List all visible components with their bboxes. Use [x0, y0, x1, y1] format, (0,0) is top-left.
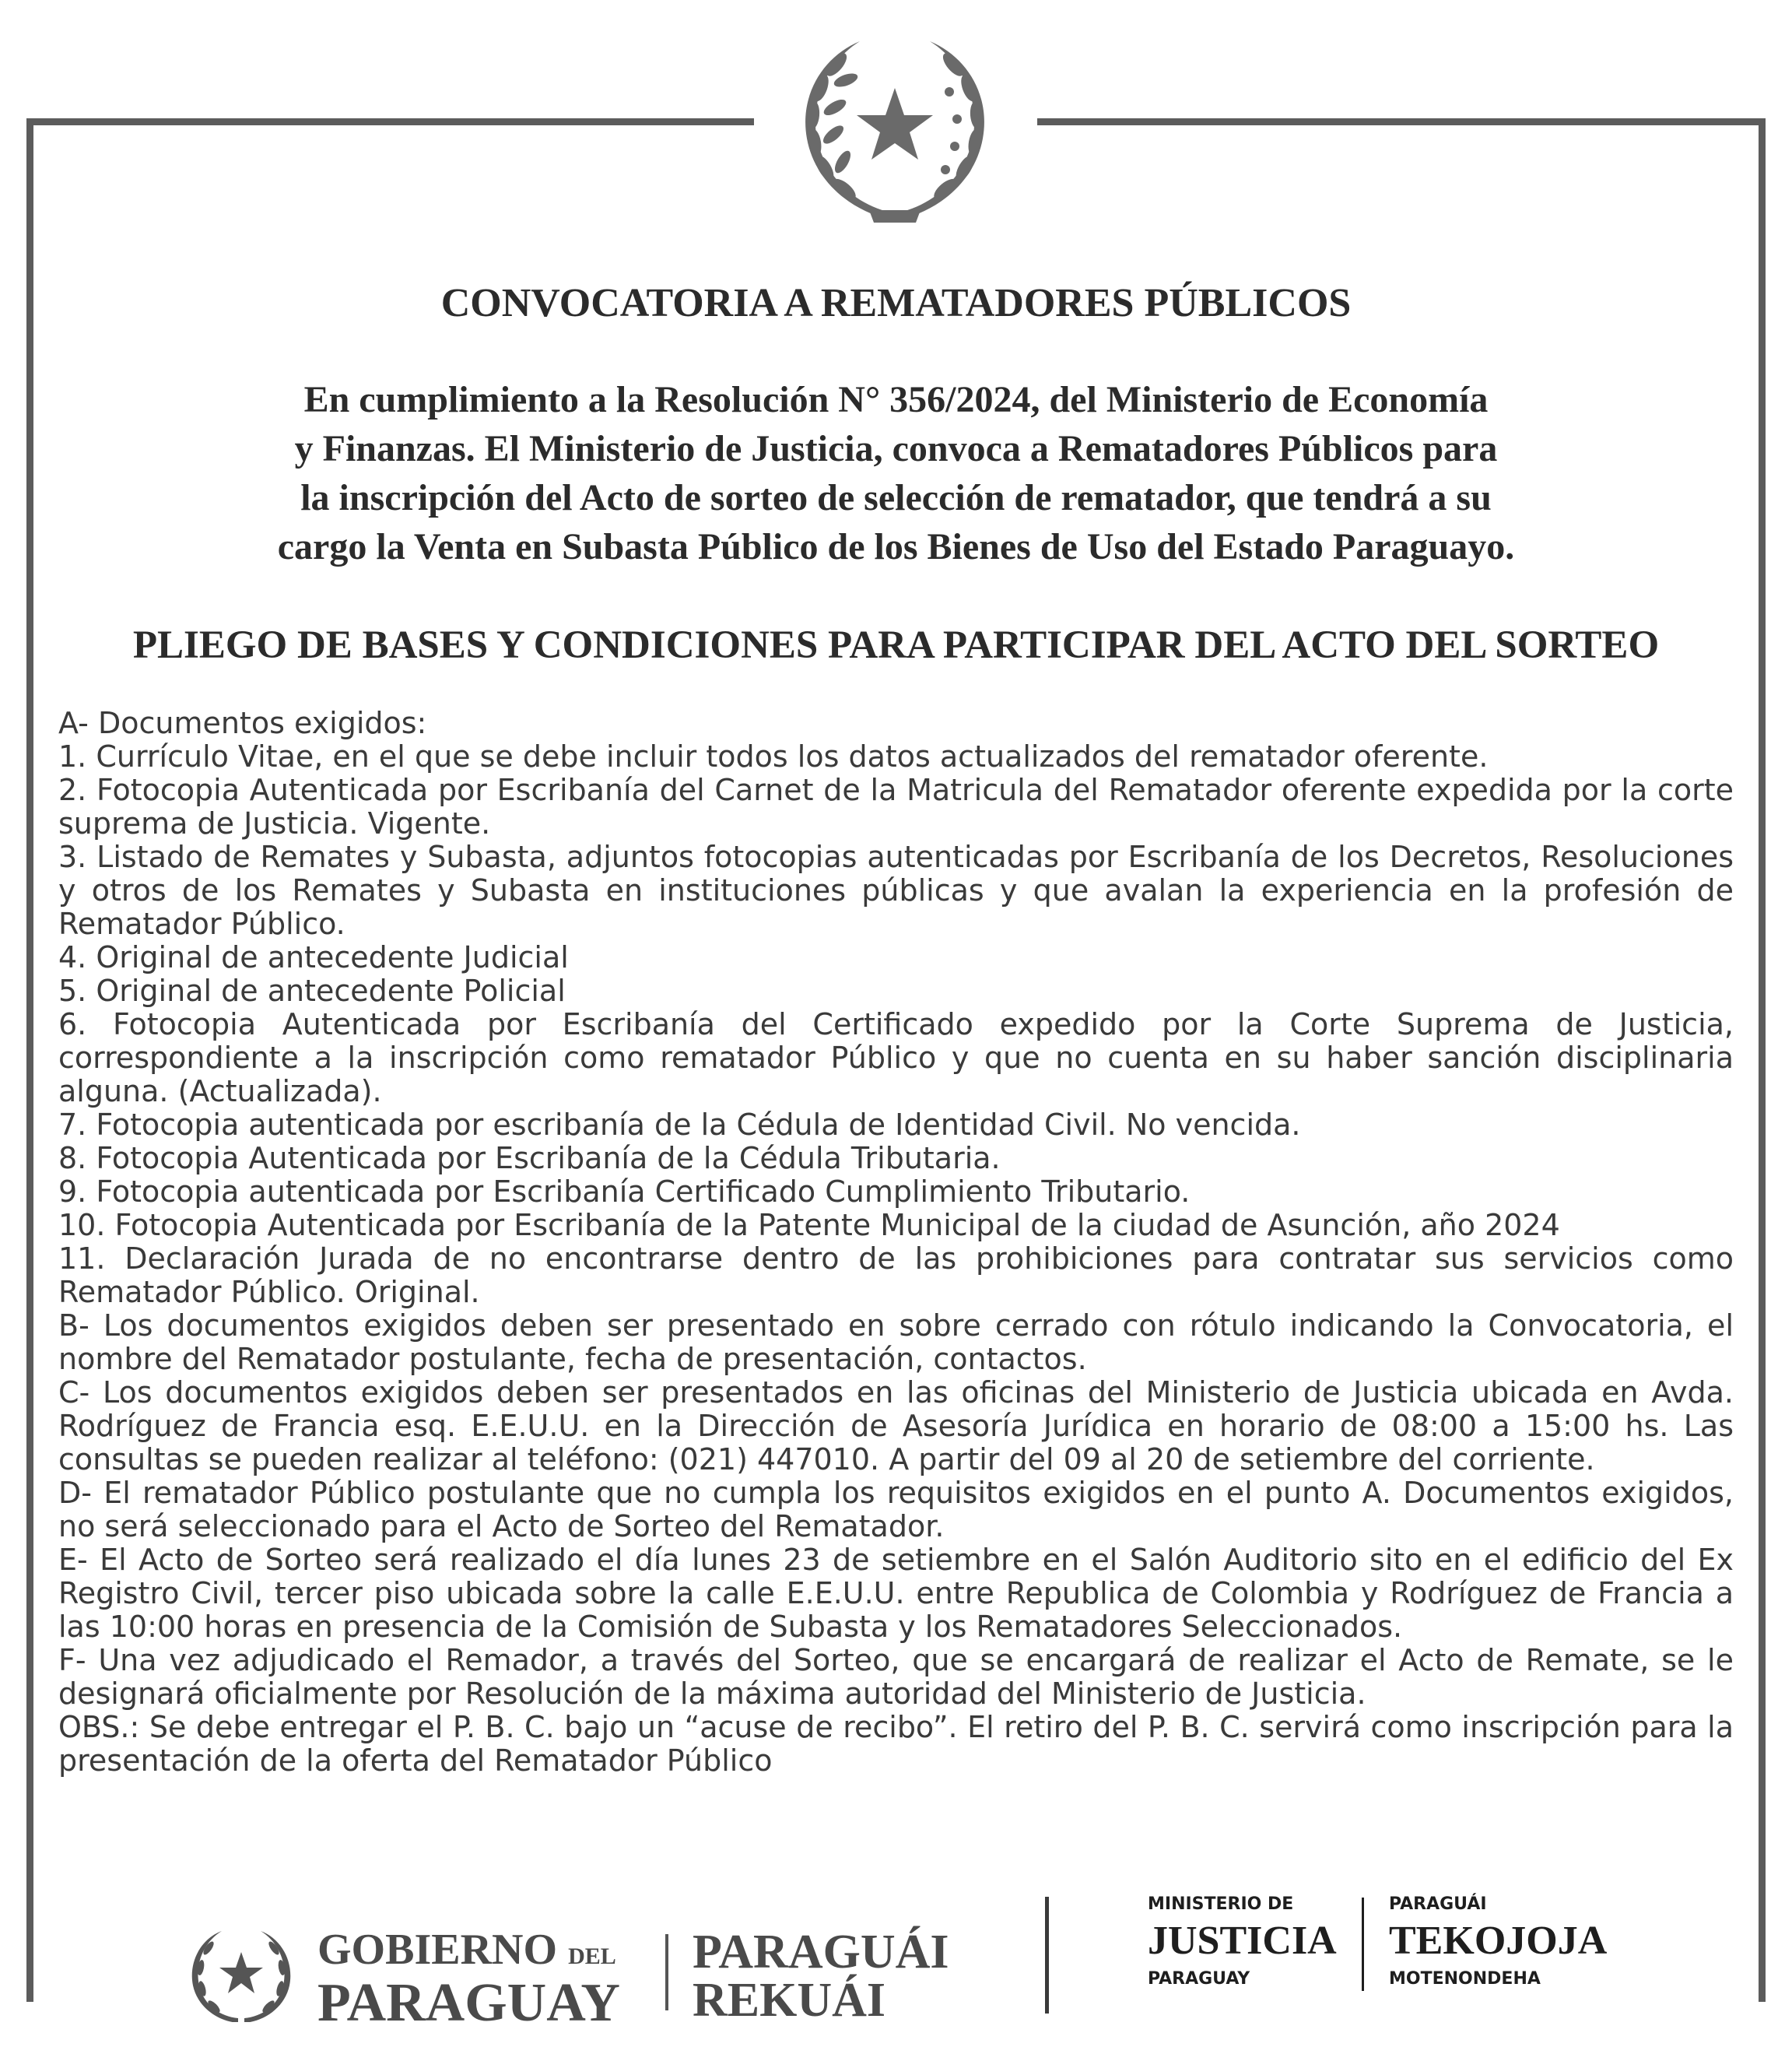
- list-item: 7. Fotocopia autenticada por escribanía de la Cédula de Identidad Civil. No vencida.: [58, 1108, 1301, 1142]
- list-item: 10. Fotocopia Autenticada por Escribanía de la Patente Municipal de la ciudad de Asunción, año 2024: [58, 1208, 1560, 1242]
- rekuai-line1: PARAGUÁI: [693, 1926, 949, 1978]
- gobierno-logo: [187, 1919, 965, 2033]
- frame-top-left: [26, 118, 754, 125]
- gobierno-name: [317, 1926, 620, 2033]
- list-item: OBS.: Se debe entregar el P. B. C. bajo un “acuse de recibo”. El retiro del P. B. C. servirá como inscripción para la presentación de la oferta del Rematador Público: [58, 1710, 1734, 1778]
- list-item: 1. Currículo Vitae, en el que se debe incluir todos los datos actualizados del rematador oferente.: [58, 739, 1489, 774]
- list-item: D- El rematador Público postulante que no cumpla los requisitos exigidos en el punto A. Documentos exigidos, no será seleccionado para el Acto de Sorteo del Rematador.: [58, 1476, 1734, 1543]
- tekojoja-main: TEKOJOJA: [1389, 1919, 1608, 1963]
- gobierno-line2: PARAGUAY: [317, 1973, 620, 2033]
- ministerio-top: MINISTERIO DE: [1148, 1894, 1294, 1914]
- list-item: F- Una vez adjudicado el Remador, a través del Sorteo, que se encargará de realizar el Acto de Remate, se le designará oficialmente por Resolución de la máxima autoridad del Ministerio de Justicia.: [58, 1643, 1734, 1711]
- national-seal-icon: [782, 30, 1008, 232]
- frame-right: [1759, 118, 1766, 2002]
- list-item: 3. Listado de Remates y Subasta, adjuntos fotocopias autenticadas por Escribanía de los Decretos, Resoluciones y otros de los Remates y Subasta en instituciones públicas y que avalan la experiencia en la profesión de Rematador Público.: [58, 840, 1734, 941]
- intro-line: En cumplimiento a la Resolución N° 356/2024, del Ministerio de Economía: [303, 379, 1489, 420]
- list-item: B- Los documentos exigidos deben ser presentado en sobre cerrado con rótulo indicando la Convocatoria, el nombre del Rematador postulante, fecha de presentación, contactos.: [58, 1308, 1734, 1376]
- government-seal-icon: [187, 1925, 296, 2022]
- footer-divider: [665, 1934, 668, 2010]
- ministerio-logo: [1148, 1891, 1692, 2008]
- tekojoja-top: PARAGUÁI: [1389, 1894, 1487, 1914]
- list-item: A- Documentos exigidos:: [58, 706, 427, 740]
- rekuai-line2: REKUÁI: [693, 1974, 886, 2027]
- list-item: 2. Fotocopia Autenticada por Escribanía del Carnet de la Matricula del Rematador oferente expedida por la corte suprema de Justicia. Vigente.: [58, 773, 1734, 841]
- list-item: 5. Original de antecedente Policial: [58, 974, 566, 1008]
- list-item: 4. Original de antecedente Judicial: [58, 940, 569, 974]
- intro-line: cargo la Venta en Subasta Público de los Bienes de Uso del Estado Paraguayo.: [277, 526, 1515, 567]
- list-item: C- Los documentos exigidos deben ser presentados en las oficinas del Ministerio de Justicia ubicada en Avda. Rodríguez de Francia esq. E.E.U.U. en la Dirección de Asesoría Jurídica en horario de 08:00 a 15:00 hs. Las consultas se pueden realizar al teléfono: (021) 447010. A partir del 09 al 20 de setiembre del corriente.: [58, 1375, 1734, 1476]
- ministerio-main: JUSTICIA: [1148, 1919, 1337, 1963]
- section-subtitle: PLIEGO DE BASES Y CONDICIONES PARA PARTICIPAR DEL ACTO DEL SORTEO: [132, 623, 1660, 667]
- frame-left: [26, 118, 33, 2002]
- list-item: 11. Declaración Jurada de no encontrarse dentro de las prohibiciones para contratar sus servicios como Rematador Público. Original.: [58, 1241, 1734, 1309]
- intro-line: la inscripción del Acto de sorteo de selección de rematador, que tendrá a su: [300, 477, 1492, 518]
- list-item: 9. Fotocopia autenticada por Escribanía Certificado Cumplimiento Tributario.: [58, 1174, 1191, 1209]
- gobierno-del: DEL: [568, 1943, 616, 1969]
- ministerio-bottom: PARAGUAY: [1148, 1969, 1250, 1989]
- list-item: 8. Fotocopia Autenticada por Escribanía de la Cédula Tributaria.: [58, 1141, 1001, 1175]
- list-item: E- El Acto de Sorteo será realizado el día lunes 23 de setiembre en el Salón Auditorio sito en el edificio del Ex Registro Civil, tercer piso ubicada sobre la calle E.E.U.U. entre Republica de Colombia y Rodríguez de Francia a las 10:00 horas en presencia de la Comisión de Subasta y los Rematadores Seleccionados.: [58, 1543, 1734, 1644]
- frame-top-right: [1037, 118, 1766, 125]
- footer-main-divider: [1045, 1897, 1049, 2014]
- rekuai-logo: [693, 1926, 949, 2027]
- conditions-list: [58, 707, 1734, 1778]
- gobierno-line1: GOBIERNO: [317, 1926, 558, 1974]
- page-title: CONVOCATORIA A REMATADORES PÚBLICOS: [440, 281, 1352, 325]
- intro-paragraph: [124, 375, 1668, 571]
- tekojoja-bottom: MOTENONDEHA: [1389, 1969, 1541, 1989]
- intro-line: y Finanzas. El Ministerio de Justicia, convoca a Rematadores Públicos para: [294, 428, 1498, 469]
- list-item: 6. Fotocopia Autenticada por Escribanía del Certificado expedido por la Corte Suprema de Justicia, correspondiente a la inscripción como rematador Público y que no cuenta en su haber sanción disciplinaria alguna. (Actualizada).: [58, 1007, 1734, 1108]
- footer-divider: [1362, 1898, 1364, 1991]
